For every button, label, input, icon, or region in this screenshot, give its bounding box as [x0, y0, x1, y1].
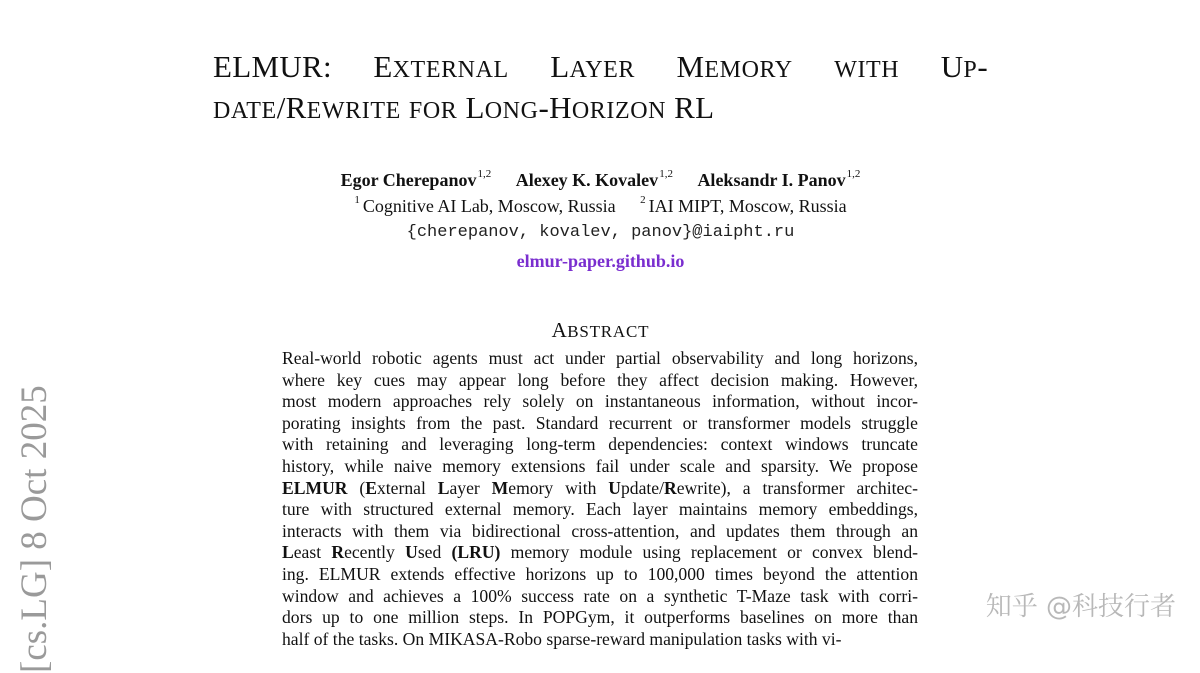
- author: [341, 170, 492, 190]
- abstract-line: ing. ELMUR extends effective horizons up to 100,000 times beyond the attention: [282, 563, 918, 584]
- abstract-line: half of the tasks. On MIKASA-Robo sparse-reward manipulation tasks with vi-: [282, 628, 842, 649]
- title-word: MEMORY: [676, 49, 793, 84]
- abstract-line: ture with structured external memory. Each layer maintains memory embeddings,: [282, 499, 918, 520]
- affiliation-text: Cognitive AI Lab, Moscow, Russia: [362, 196, 616, 216]
- affiliation-list: [213, 196, 988, 217]
- affiliation-mark: 2: [640, 194, 646, 206]
- abstract-line: porating insights from the past. Standard recurrent or transformer models struggle: [282, 412, 918, 433]
- affiliation: [640, 196, 847, 216]
- abstract-line: dors up to one million steps. In POPGym, it outperforms baselines on more than: [282, 607, 918, 628]
- author: [697, 170, 860, 190]
- abstract-line: history, while naive memory extensions fail under scale and sparsity. We propose: [282, 455, 918, 476]
- abstract-line: most modern approaches rely solely on instantaneous information, without incor-: [282, 391, 918, 412]
- abstract-line: window and achieves a 100% success rate on a synthetic T-Maze task with corri-: [282, 585, 918, 606]
- author-name: Egor Cherepanov: [340, 170, 477, 190]
- abstract-line: ELMUR (External Layer Memory with Update/Rewrite), a transformer architec-: [282, 477, 918, 498]
- abstract-line: with retaining and leveraging long-term dependencies: context windows truncate: [282, 434, 918, 455]
- abstract-line: interacts with them via bidirectional cross-attention, and updates them through an: [282, 520, 918, 541]
- title-word: LAYER: [550, 49, 636, 84]
- title-word: UP-: [940, 49, 988, 84]
- project-page-link[interactable]: elmur-paper.github.io: [516, 251, 685, 271]
- author-name: Aleksandr I. Panov: [697, 170, 846, 190]
- author-name: Alexey K. Kovalev: [515, 170, 659, 190]
- title-word: EXTERNAL: [373, 49, 509, 84]
- abstract-line: Real-world robotic agents must act under partial observability and long horizons,: [282, 348, 918, 368]
- arxiv-identifier-sidebar: [cs.LG] 8 Oct 2025: [14, 385, 55, 673]
- abstract-line: Least Recently Used (LRU) memory module using replacement or convex blend-: [282, 542, 918, 563]
- affiliation-mark: 1: [354, 194, 360, 206]
- author-list: [213, 170, 988, 191]
- title-line-1: [213, 48, 988, 89]
- author-emails: {cherepanov, kovalev, panov}@iaipht.ru: [406, 223, 795, 242]
- abstract-line: where key cues may appear long before they affect decision making. However,: [282, 369, 918, 390]
- title-line-2: DATE/REWRITE FOR LONG-HORIZON RL: [213, 90, 715, 125]
- paper-title: [213, 48, 988, 130]
- author-affiliation-mark: 1,2: [477, 168, 492, 180]
- author-affiliation-mark: 1,2: [846, 168, 861, 180]
- affiliation: [354, 196, 615, 216]
- author: [516, 170, 673, 190]
- author-affiliation-mark: 1,2: [659, 168, 673, 180]
- affiliation-text: IAI MIPT, Moscow, Russia: [648, 196, 847, 216]
- abstract-heading: ABSTRACT: [551, 318, 650, 342]
- title-word: ELMUR:: [213, 49, 332, 84]
- title-word: WITH: [834, 57, 900, 83]
- abstract-body: [282, 348, 918, 650]
- watermark: 知乎 @科技行者: [985, 592, 1176, 622]
